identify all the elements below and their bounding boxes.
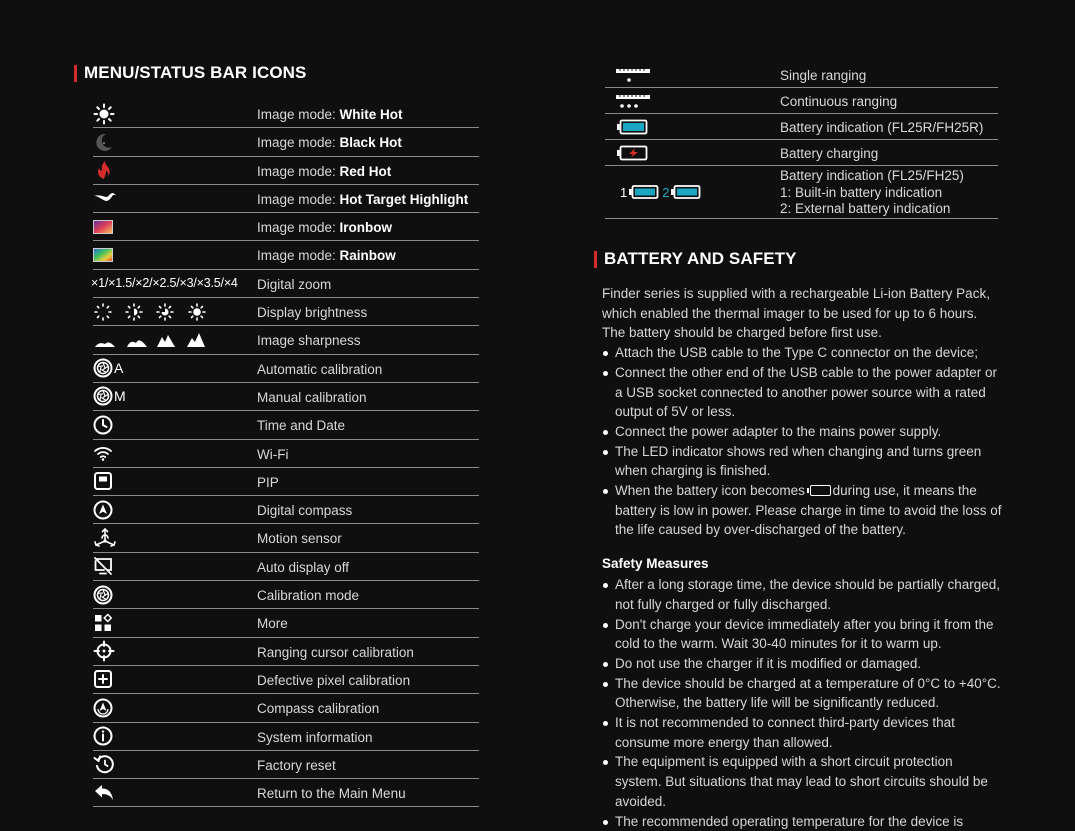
table-row [93,298,479,326]
battery-intro: Finder series is supplied with a rechargeable Li-ion Battery Pack, which enabled the thermal imager to be used for up to 6 hours. The battery should be charged before first use. [602,284,1002,343]
table-row [93,157,479,185]
safety-bullet-list [602,575,1002,831]
rainbow-palette-icon [93,241,253,268]
table-row [605,62,998,88]
list-item: It is not recommended to connect third-party devices that consume more energy than allowed. [602,713,1002,752]
row-label: Continuous ranging [780,94,897,111]
external-battery-number: 2 [662,185,669,200]
table-row [93,496,479,524]
row-label: Return to the Main Menu [257,779,406,806]
battery-safety-heading [594,249,797,269]
info-icon [93,723,253,750]
row-label: Defective pixel calibration [257,666,410,693]
table-row [93,100,479,128]
table-row [605,114,998,140]
list-item: The device should be charged at a temperature of 0°C to +40°C. Otherwise, the battery life will be significantly reduced. [602,674,1002,713]
plus-square-icon [93,666,253,693]
table-row [93,638,479,666]
list-item: After a long storage time, the device should be partially charged, not fully charged or fully discharged. [602,575,1002,614]
zoom-levels: ×1/×1.5/×2/×2.5/×3/×3.5/×4 [91,276,238,290]
battery-line-1: Battery indication (FL25/FH25) [780,168,964,185]
list-item: Don't charge your device immediately after you bring it from the cold to the warm. Wait 30-40 minutes for it to warm up. [602,615,1002,654]
row-label: Image mode: Rainbow [257,241,396,268]
table-row [93,440,479,468]
table-row [93,553,479,581]
row-label: Auto display off [257,553,349,580]
table-row [93,694,479,722]
table-row [93,128,479,156]
table-row [93,468,479,496]
row-label: System information [257,723,373,750]
heading-accent-bar [74,65,77,82]
row-label: Motion sensor [257,524,342,551]
aperture-icon [93,355,253,382]
row-label: Automatic calibration [257,355,382,382]
continuous-ranging-icon [615,88,785,113]
table-row [93,270,479,298]
row-label: More [257,609,288,636]
row-label: Factory reset [257,751,336,778]
status-icon-table [605,62,998,219]
table-row [93,751,479,779]
row-label: Compass calibration [257,694,379,721]
clock-icon [93,411,253,438]
table-row [93,723,479,751]
table-row [93,383,479,411]
safety-measures-heading: Safety Measures [602,554,1002,573]
manual-calibration-letter: M [114,388,126,404]
pip-icon [93,468,253,495]
motion-sensor-icon [93,524,253,551]
external-battery-icon [671,185,701,199]
row-label: Image mode: Ironbow [257,213,392,240]
row-label: Digital compass [257,496,352,523]
table-row [605,88,998,114]
sun-icon [93,100,253,127]
empty-battery-icon [810,485,831,496]
table-row [93,355,479,383]
row-label: Display brightness [257,298,367,325]
list-item: Connect the power adapter to the mains power supply. [602,422,1002,442]
battery-safety-heading-text: BATTERY AND SAFETY [604,249,797,269]
row-label: Manual calibration [257,383,367,410]
wifi-icon [93,440,253,467]
list-item: Do not use the charger if it is modified or damaged. [602,654,1002,674]
table-row [93,241,479,269]
battery-line-2: 1: Built-in battery indication [780,185,964,202]
battery-line-3: 2: External battery indication [780,201,964,218]
row-label: Single ranging [780,68,866,85]
battery-bullet-list [602,343,1002,540]
row-label: PIP [257,468,279,495]
menu-icon-table [93,100,479,807]
table-row [93,666,479,694]
aperture-icon [93,383,253,410]
table-row [93,524,479,552]
battery-charging-icon [617,140,787,165]
row-label: Battery charging [780,146,878,163]
bird-icon [93,185,253,212]
battery-indication-icon [617,114,787,139]
compass-calibration-icon [93,694,253,721]
zoom-levels-text [91,270,256,297]
battery-safety-section [602,284,1002,831]
menu-icons-heading [74,63,306,83]
dual-battery-icon [620,166,790,218]
sharpness-icons [93,326,253,353]
row-label: Battery indication (FL25R/FH25R) [780,120,983,137]
row-label: Image mode: Black Hot [257,128,402,155]
flame-icon [93,157,253,184]
list-item: The equipment is equipped with a short circuit protection system. But situations that may lead to short circuits should be avoided. [602,752,1002,811]
row-label: Calibration mode [257,581,359,608]
list-item: Connect the other end of the USB cable to the power adapter or a USB socket connected to another power source with a rated output of 5V or less. [602,363,1002,422]
table-row [93,581,479,609]
menu-icons-heading-text: MENU/STATUS BAR ICONS [84,63,306,83]
row-label: Ranging cursor calibration [257,638,414,665]
table-row [93,609,479,637]
table-row [605,166,998,219]
row-label: Image mode: Red Hot [257,157,391,184]
row-label: Image mode: White Hot [257,100,403,127]
list-item: When the battery icon becomes during use, it means the battery is low in power. Please charge in time to avoid the loss of the life caused by over-discharged of the battery. [602,481,1002,540]
auto-calibration-letter: A [114,360,123,376]
calibration-mode-icon [93,581,253,608]
table-row [93,779,479,807]
builtin-battery-icon [629,185,659,199]
more-icon [93,609,253,636]
moon-icon [93,128,253,155]
row-label: Digital zoom [257,270,331,297]
builtin-battery-number: 1 [620,185,627,200]
ironbow-palette-icon [93,213,253,240]
table-row [605,140,998,166]
factory-reset-icon [93,751,253,778]
table-row [93,326,479,354]
return-icon [93,779,253,806]
crosshair-icon [93,638,253,665]
row-label [780,168,964,218]
row-label: Time and Date [257,411,345,438]
single-ranging-icon [615,62,785,87]
table-row [93,213,479,241]
row-label: Wi-Fi [257,440,288,467]
list-item: The LED indicator shows red when changing and turns green when charging is finished. [602,442,1002,481]
display-off-icon [93,553,253,580]
table-row [93,185,479,213]
row-label: Image sharpness [257,326,361,353]
compass-icon [93,496,253,523]
heading-accent-bar [594,251,597,268]
row-label: Image mode: Hot Target Highlight [257,185,468,212]
list-item: Attach the USB cable to the Type C connector on the device; [602,343,1002,363]
table-row [93,411,479,439]
brightness-icons [93,298,253,325]
list-item: The recommended operating temperature for the device is [602,812,1002,831]
